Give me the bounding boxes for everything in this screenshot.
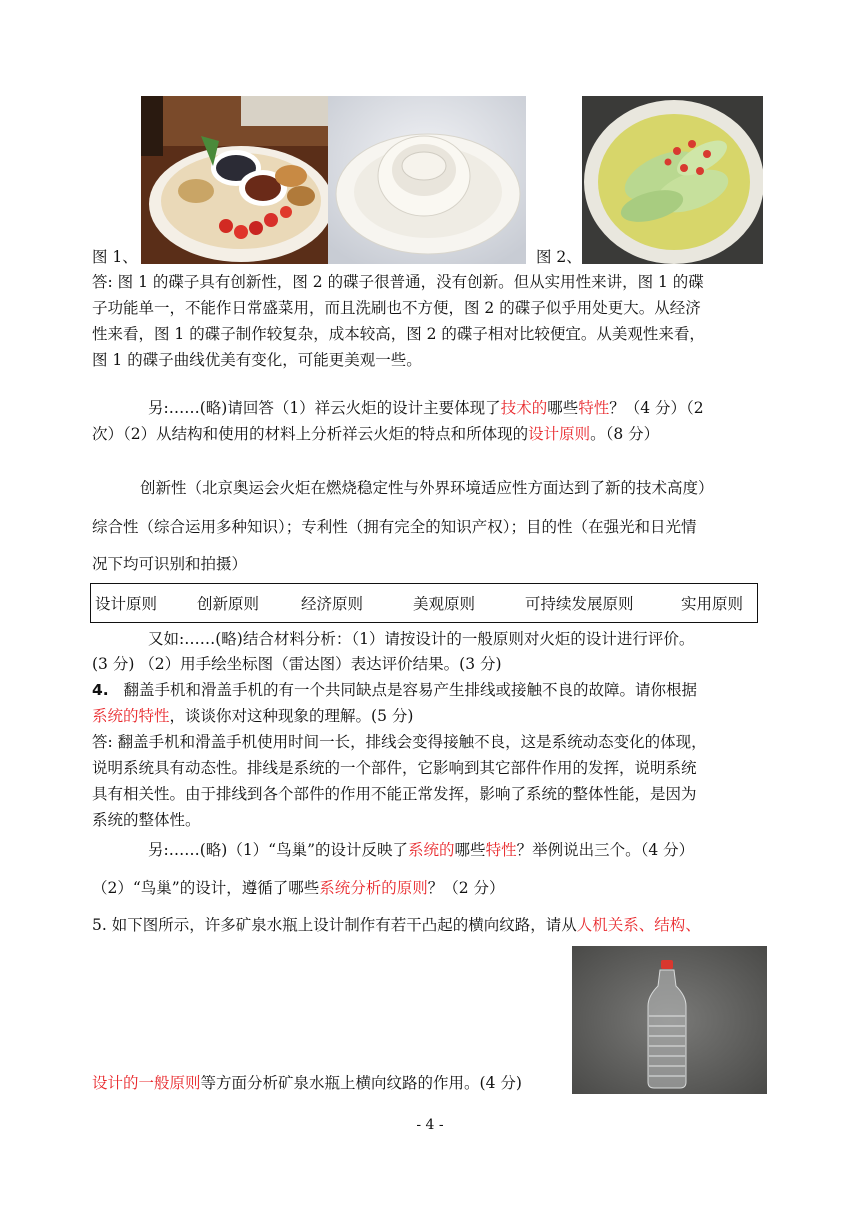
- properties-line: 综合性（综合运用多种知识）；专利性（拥有完全的知识产权）；目的性（在强光和日光情: [92, 518, 697, 536]
- extra-question-line: 另:……(略)（1）“鸟巢”的设计反映了系统的哪些特性？举例说出三个。（4 分）: [148, 841, 695, 859]
- answer-paragraph-line: 子功能单一，不能作日常盛菜用，而且洗刷也不方便，图 2 的碟子似乎用处更大。从经济: [92, 299, 701, 317]
- extra-question-line: 又如:……(略)结合材料分析：（1）请按设计的一般原则对火炬的设计进行评价。: [148, 630, 695, 648]
- water-bottle-photo: [572, 946, 767, 1094]
- answer-paragraph-line: 答: 图 1 的碟子具有创新性，图 2 的碟子很普通，没有创新。但从实用性来讲，图 1 的碟: [92, 273, 704, 291]
- properties-line: 况下均可识别和拍摄）: [92, 555, 248, 573]
- question-5-line: 设计的一般原则等方面分析矿泉水瓶上横向纹路的作用。(4 分): [92, 1074, 522, 1092]
- spiral-plate-photo: [328, 96, 526, 264]
- question-4-line: 系统的特性，谈谈你对这种现象的理解。(5 分): [92, 707, 414, 725]
- principle-cell: 设计原则: [95, 595, 158, 613]
- design-principles-box: [90, 583, 758, 623]
- principle-cell: 可持续发展原则: [525, 595, 634, 613]
- answer-paragraph-line: 系统的整体性。: [92, 811, 201, 829]
- answer-paragraph-line: 图 1 的碟子曲线优美有变化，可能更美观一些。: [92, 351, 422, 369]
- principle-cell: 实用原则: [681, 595, 744, 613]
- extra-question-line: 次）（2）从结构和使用的材料上分析祥云火炬的特点和所体现的设计原则。（8 分）: [92, 425, 660, 443]
- question-5-line: 5. 如下图所示，许多矿泉水瓶上设计制作有若干凸起的横向纹路，请从人机关系、结构、: [92, 916, 701, 934]
- snack-plate-photo: [141, 96, 328, 264]
- figure-1-label: 图 1、: [92, 248, 138, 266]
- answer-paragraph-line: 说明系统具有动态性。排线是系统的一个部件，它影响到其它部件作用的发挥，说明系统: [92, 759, 697, 777]
- answer-paragraph-line: 答: 翻盖手机和滑盖手机使用时间一长，排线会变得接触不良，这是系统动态变化的体现，: [92, 733, 707, 751]
- question-number: 4.: [92, 681, 109, 699]
- cabbage-dish-photo: [582, 96, 763, 264]
- principle-cell: 经济原则: [301, 595, 364, 613]
- figure-2-label: 图 2、: [536, 248, 582, 266]
- answer-paragraph-line: 具有相关性。由于排线到各个部件的作用不能正常发挥，影响了系统的整体性能，是因为: [92, 785, 697, 803]
- page-number: - 4 -: [416, 1117, 444, 1133]
- extra-question-line: 另:……(略)请回答（1）祥云火炬的设计主要体现了技术的哪些特性？（4 分）（2: [148, 399, 704, 417]
- principle-cell: 美观原则: [413, 595, 476, 613]
- extra-question-line: (3 分) （2）用手绘坐标图（雷达图）表达评价结果。(3 分): [92, 655, 502, 673]
- answer-paragraph-line: 性来看，图 1 的碟子制作较复杂，成本较高，图 2 的碟子相对比较便宜。从美观性来看，: [92, 325, 705, 343]
- extra-question-line: （2）“鸟巢”的设计，遵循了哪些系统分析的原则？（2 分）: [92, 879, 505, 897]
- properties-line: 创新性（北京奥运会火炬在燃烧稳定性与外界环境适应性方面达到了新的技术高度）: [140, 479, 714, 497]
- principle-cell: 创新原则: [197, 595, 260, 613]
- question-4-line: 4. 翻盖手机和滑盖手机的有一个共同缺点是容易产生排线或接触不良的故障。请你根据: [92, 681, 697, 699]
